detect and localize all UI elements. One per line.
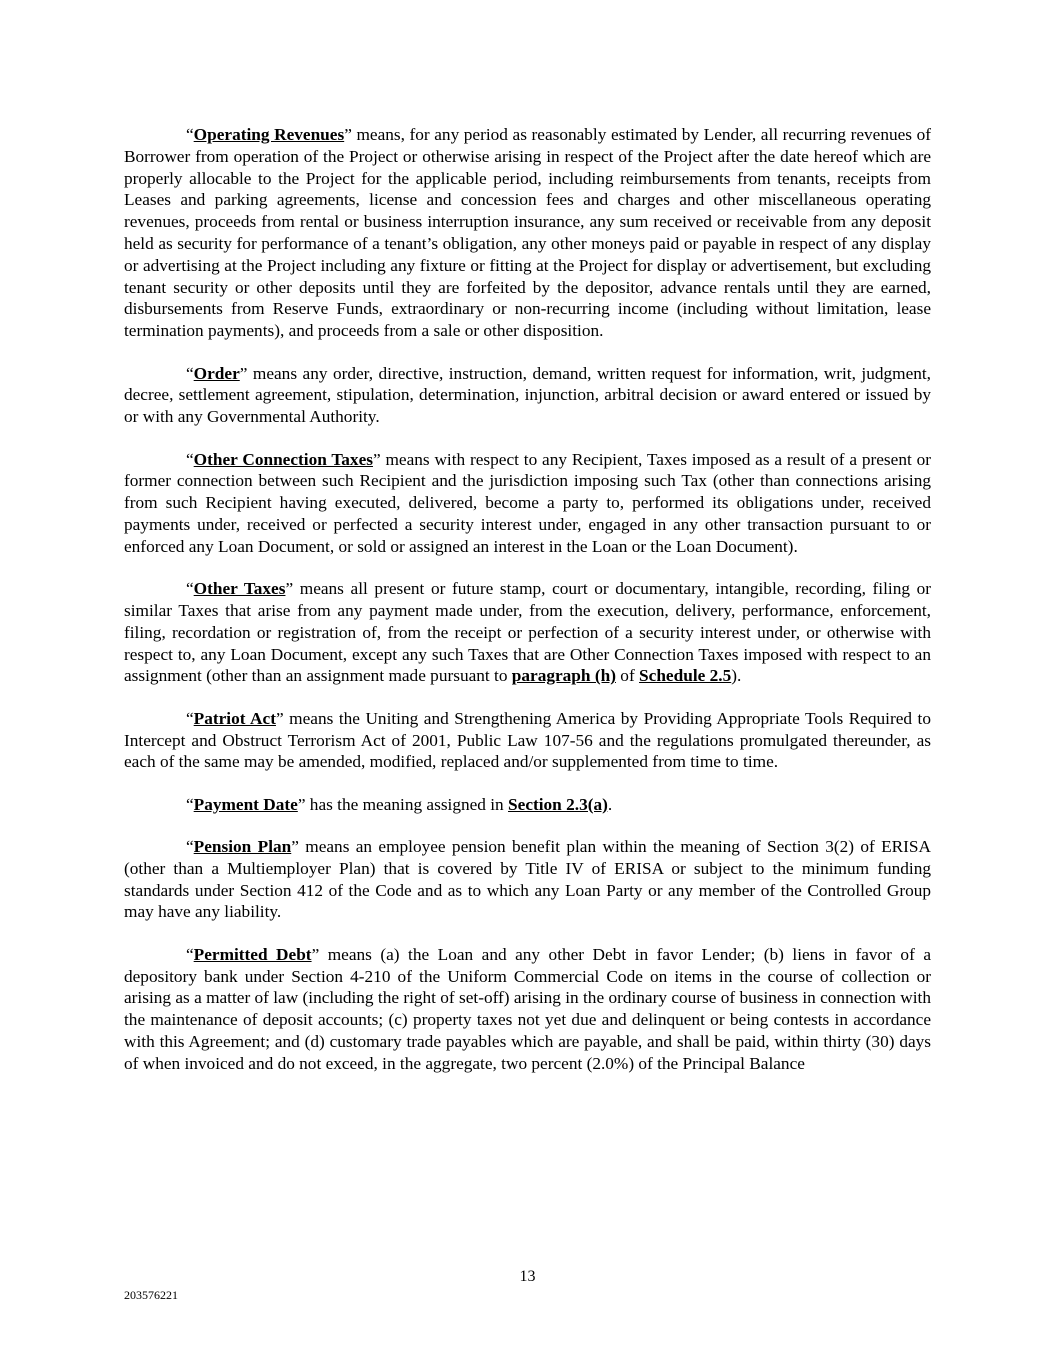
definition-text: means all present or future stamp, court or documentary, intangible, recording, filing or similar Taxes that arise from any payment made under, from the execution, delivery, performance, enforcement, filing, recordation or registration of, from the receipt or perfection of a security interest under, or otherwise with respect to, any Loan Document, except any such Taxes that are Other Connection Taxes imposed with respect to an assignment (other than an assignment made pursuant to (124, 579, 931, 686)
definition-permitted-debt: “Permitted Debt” means (a) the Loan and any other Debt in favor Lender; (b) liens in favor of a depository bank under Section 4-210 of the Uniform Commercial Code on items in the course of collection or arising as a matter of law (including the right of set-off) arising in the ordinary course of business in connection with the maintenance of deposit accounts; (c) property taxes not yet due and delinquent or being contests in accordance with this Agreement; and (d) customary trade payables which are payable, and shall be paid, within thirty (30) days of when invoiced and do not exceed, in the aggregate, two percent (2.0%) of the Principal Balance (124, 944, 931, 1073)
definition-text: means the Uniting and Strengthening America by Providing Appropriate Tools Required to Intercept and Obstruct Terrorism Act of 2001, Public Law 107-56 and the regulations promulgated thereunder, as each of the same may be amended, modified, replaced and/or supplemented from time to time. (124, 708, 931, 772)
defined-term: Operating Revenues (193, 125, 345, 144)
definition-text-end: . (607, 794, 613, 814)
definition-text: means with respect to any Recipient, Taxes imposed as a result of a present or former connection between such Recipient and the jurisdiction imposing such Tax (other than connections arising from such Recipient having executed, delivered, become a party to, performed its obligations under, received payments under, received or perfected a security interest under, engaged in any other transaction pursuant to or enforced any Loan Document, or sold or assigned an interest in the Loan or the Loan Document). (124, 449, 931, 556)
defined-term: Other Taxes (193, 579, 286, 599)
definition-text: means any order, directive, instruction, demand, written request for information, writ, judgment, decree, settlement agreement, stipulation, determination, injunction, arbitral decision or award entered or issued by or with any Governmental Authority. (124, 363, 931, 427)
definition-payment-date: “Payment Date” has the meaning assigned in Section 2.3(a). (186, 794, 613, 814)
defined-term: Permitted Debt (193, 944, 312, 964)
definition-text: means an employee pension benefit plan within the meaning of Section 3(2) of ERISA (other than a Multiemployer Plan) that is covered by Title IV of ERISA or subject to the minimum funding standards under Section 412 of the Code and as to which any Loan Party or any member of the Controlled Group may have any liability. (124, 837, 931, 922)
definition-operating-revenues: “Operating Revenues” means, for any period as reasonably estimated by Lender, all recurring revenues of Borrower from operation of the Project or otherwise arising in respect of the Project after the date hereof which are properly allocable to the Project for the applicable period, including reimbursements from tenants, receipts from Leases and parking agreements, license and concession fees and charges and other miscellaneous operating revenues, proceeds from rental or business interruption insurance, any sum received or receivable from any deposit held as security for performance of a tenant’s obligation, any other moneys paid or payable in respect of any display or advertising at the Project including any fixture or fitting at the Project for display or advertisement, but excluding tenant security or other deposits until they are forfeited by the depositor, advance rentals until they are earned, disbursements from Reserve Funds, extraordinary or non-recurring income (including without limitation, lease termination payments), and proceeds from a sale or other disposition. (124, 125, 931, 341)
definition-text: means (a) the Loan and any other Debt in favor Lender; (b) liens in favor of a depository bank under Section 4-210 of the Uniform Commercial Code on items in the course of collection or arising as a matter of law (including the right of set-off) arising in the ordinary course of business in connection with the maintenance of deposit accounts; (c) property taxes not yet due and delinquent or being contests in accordance with this Agreement; and (d) customary trade payables which are payable, and shall be paid, within thirty (30) days of when invoiced and do not exceed, in the aggregate, two percent (2.0%) of the Principal Balance (124, 944, 931, 1073)
defined-term: Order (193, 363, 240, 383)
document-id: 203576221 (124, 1288, 178, 1302)
defined-term: Payment Date (193, 794, 298, 814)
definition-text: means, for any period as reasonably estimated by Lender, all recurring revenues of Borrower from operation of the Project or otherwise arising in respect of the Project after the date hereof which are properly allocable to the Project for the applicable period, including reimbursements from tenants, receipts from Leases and parking agreements, license and concession fees and charges and other miscellaneous operating revenues, proceeds from rental or business interruption insurance, any sum received or receivable from any deposit held as security for performance of a tenant’s obligation, any other moneys paid or payable in respect of any display or advertising at the Project including any fixture or fitting at the Project for display or advertisement, but excluding tenant security or other deposits until they are forfeited by the depositor, advance rentals until they are earned, disbursements from Reserve Funds, extraordinary or non-recurring income (including without limitation, lease termination payments), and proceeds from a sale or other disposition. (124, 125, 931, 341)
cross-reference-paragraph-h: paragraph (h) (511, 666, 616, 686)
defined-term: Patriot Act (193, 708, 276, 728)
page-number: 13 (519, 1268, 536, 1285)
cross-reference-schedule-2-5: Schedule 2.5 (639, 666, 732, 686)
definition-pension-plan: “Pension Plan” means an employee pension benefit plan within the meaning of Section 3(2) of ERISA (other than a Multiemployer Plan) that is covered by Title IV of ERISA or subject to the minimum funding standards under Section 412 of the Code and as to which any Loan Party or any member of the Controlled Group may have any liability. (124, 837, 931, 922)
definition-order: “Order” means any order, directive, instruction, demand, written request for information, writ, judgment, decree, settlement agreement, stipulation, determination, injunction, arbitral decision or award entered or issued by or with any Governmental Authority. (124, 363, 931, 427)
definitions-body (124, 124, 931, 1095)
definition-text: has the meaning assigned in (305, 794, 509, 814)
definition-text-end: ). (731, 666, 742, 686)
definition-patriot-act: “Patriot Act” means the Uniting and Strengthening America by Providing Appropriate Tools Required to Intercept and Obstruct Terrorism Act of 2001, Public Law 107-56 and the regulations promulgated thereunder, as each of the same may be amended, modified, replaced and/or supplemented from time to time. (124, 708, 931, 772)
definition-text-mid: of (615, 666, 640, 686)
definition-other-taxes: “Other Taxes” means all present or future stamp, court or documentary, intangible, recording, filing or similar Taxes that arise from any payment made under, from the execution, delivery, performance, enforcement, filing, recordation or registration of, from the receipt or perfection of a security interest under, or otherwise with respect to, any Loan Document, except any such Taxes that are Other Connection Taxes imposed with respect to an assignment (other than an assignment made pursuant to paragraph (h) of Schedule 2.5). (124, 579, 931, 686)
cross-reference-section-2-3a: Section 2.3(a) (508, 794, 608, 814)
defined-term: Pension Plan (193, 837, 292, 857)
definition-other-connection-taxes: “Other Connection Taxes” means with respect to any Recipient, Taxes imposed as a result of a present or former connection between such Recipient and the jurisdiction imposing such Tax (other than connections arising from such Recipient having executed, delivered, become a party to, performed its obligations under, received payments under, received or perfected a security interest under, engaged in any other transaction pursuant to or enforced any Loan Document, or sold or assigned an interest in the Loan or the Loan Document). (124, 449, 931, 556)
defined-term: Other Connection Taxes (193, 449, 373, 469)
